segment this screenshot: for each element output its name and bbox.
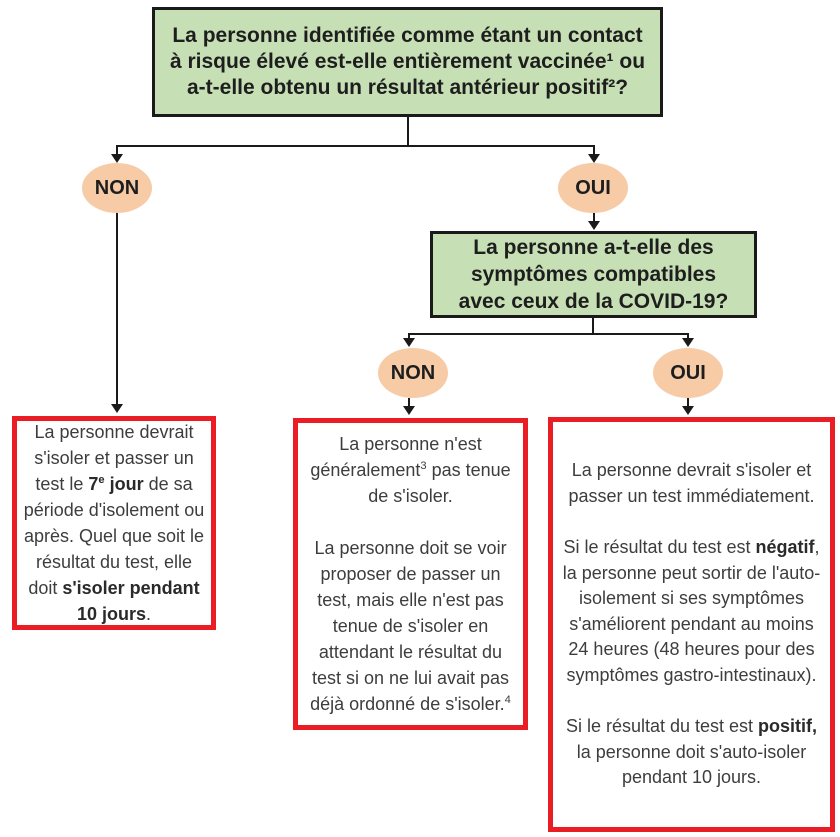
outcome-box-isolate-test-day7: La personne devrait s'isoler et passer un test le 7e jour de sa période d'isolement ou après. Quel que soit le résultat du test, elle doit s'isoler pendant 10 jours. [12, 416, 216, 630]
arrowhead-down [111, 404, 123, 413]
arrowhead-down [111, 154, 123, 163]
connector-line [116, 145, 595, 147]
arrowhead-down [588, 221, 600, 230]
decision-oval-oui-level2 [653, 348, 723, 398]
connector-line [408, 333, 689, 335]
question-box-vaccination [152, 7, 663, 117]
connector-line [407, 117, 409, 146]
connector-line [116, 213, 118, 406]
outcome-box-no-isolation-required: La personne n'est généralement$^3$ pas tenue de s'isoler. La personne doit se voir proposer de passer un test, mais elle n'est pas tenue de s'isoler en attendant le résultat du test si on ne lui avait pas déjà ordonné de s'isoler.$^4$ [293, 418, 528, 730]
arrowhead-down [403, 406, 415, 415]
question-box-symptoms [430, 231, 757, 318]
decision-label: OUI [575, 176, 611, 199]
decision-oval-non-level2 [378, 348, 448, 398]
question-vaccination-text: La personne identifiée comme étant un contact à risque élevé est-elle entièrement vaccinée¹ ou a-t-elle obtenu un résultat antérieur positif²? [169, 24, 646, 99]
question-symptoms-text: La personne a-t-elle des symptômes compatibles avec ceux de la COVID-19? [458, 236, 729, 313]
decision-label: NON [390, 361, 436, 384]
decision-oval-oui-level1 [558, 163, 628, 213]
arrowhead-down [682, 338, 694, 347]
arrowhead-down [403, 338, 415, 347]
arrowhead-down [588, 154, 600, 163]
arrowhead-down [682, 406, 694, 415]
decision-label: OUI [670, 361, 706, 384]
decision-oval-non-level1 [82, 163, 152, 213]
decision-label: NON [94, 176, 140, 199]
outcome-box-isolate-test-immediately: La personne devrait s'isoler et passer un test immédiatement. Si le résultat du test est négatif, la personne peut sortir de l'auto-isolement si ses symptômes s'améliorent pendant au moins 24 heures (48 heures pour des symptômes gastro-intestinaux). Si le résultat du test est positif, la personne doit s'auto-isoler pendant 10 jours. [548, 417, 835, 832]
